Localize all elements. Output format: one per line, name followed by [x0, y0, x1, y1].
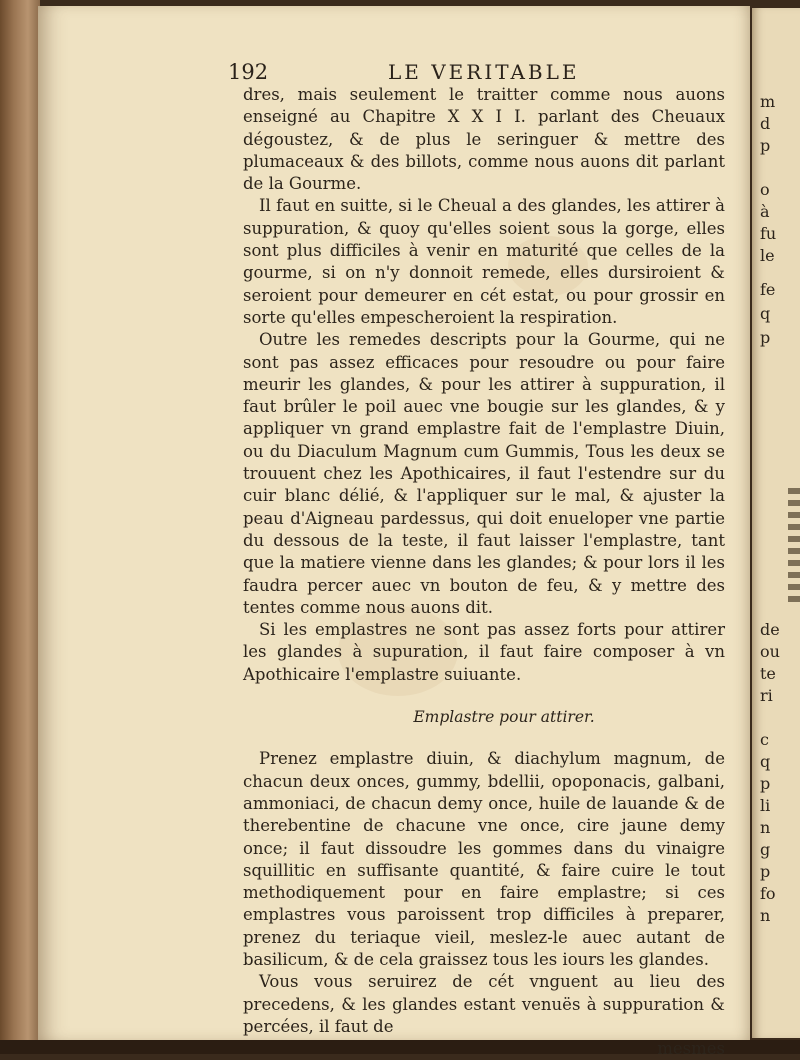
facing-page-fragment: p [760, 136, 771, 155]
page-header [228, 60, 598, 86]
page-number: 192 [228, 60, 269, 84]
facing-page-fragment: te [760, 664, 776, 683]
facing-page-fragment: m [760, 92, 776, 111]
facing-page-fragment: le [760, 246, 775, 265]
paragraph: Il faut en suitte, si le Cheual a des glandes, les attirer à suppuration, & quoy qu'elles soient sous la gorge, elles sont plus difficiles à venir en maturité que celles de la gourme, si on n'y donnoit remede, elles dursiroient & seroient pour demeurer en cét estat, ou pour grossir en sorte qu'elles empescheroient la respiration. [243, 196, 725, 327]
body-text [243, 84, 725, 1060]
facing-page-fragment: p [760, 862, 771, 881]
running-title: LE VERITABLE [388, 60, 580, 84]
paragraph: Outre les remedes descripts pour la Gourme, qui ne sont pas assez efficaces pour resoudre ou pour faire meurir les glandes, & pour les attirer à suppuration, il faut brûler le poil auec vne bougie sur les glandes, & y appliquer vn grand emplastre fait de l'emplastre Diuin, ou du Diaculum Magnum cum Gummis, Tous les deux se trouuent chez les Apothicaires, il faut l'estendre sur du cuir blanc délié, & l'appliquer sur le mal, & ajuster la peau d'Aigneau pardessus, qui doit enueloper vne partie du dessous de la teste, il faut laisser l'emplastre, tant que la matiere vienne dans les glandes; & pour lors il les faudra percer auec vn bouton de feu, & y mettre des tentes comme nous auons dit. [243, 330, 725, 617]
facing-page-fragment: fu [760, 224, 777, 243]
ornament-border [788, 488, 800, 608]
facing-page-fragment: ri [760, 686, 773, 705]
facing-page-edge [752, 8, 800, 1038]
facing-page-fragment: p [760, 774, 771, 793]
facing-page-fragment: p [760, 328, 771, 347]
facing-page-fragment: n [760, 818, 771, 837]
facing-page-fragment: d [760, 114, 771, 133]
facing-page-fragment: ou [760, 642, 780, 661]
facing-page-fragment: o [760, 180, 770, 199]
facing-page-fragment: de [760, 620, 780, 639]
catchword: mesmes [657, 1039, 725, 1059]
facing-page-fragment: à [760, 202, 770, 221]
facing-page-fragment: fo [760, 884, 776, 903]
paragraph: Si les emplastres ne sont pas assez forts pour attirer les glandes à supuration, il faut faire composer à vn Apothicaire l'emplastre suiuante. [243, 620, 725, 684]
facing-page-fragment: li [760, 796, 771, 815]
facing-page-fragment: g [760, 840, 771, 859]
paragraph: Vous vous seruirez de cét vnguent au lieu des precedens, & les glandes estant venuës à suppuration & percées, il faut de [243, 972, 725, 1036]
facing-page-fragment: fe [760, 280, 776, 299]
paragraph: dres, mais seulement le traitter comme nous auons enseigné au Chapitre X X I I. parlant des Cheuaux dégoustez, & de plus le seringuer & mettre des plumaceaux & des billots, comme nous auons dit parlant de la Gourme. [243, 85, 725, 194]
book-spine [0, 0, 40, 1054]
facing-page-fragment: q [760, 304, 771, 323]
facing-page-fragment: n [760, 906, 771, 925]
facing-page-fragment: c [760, 730, 769, 749]
paragraph: Prenez emplastre diuin, & diachylum magnum, de chacun deux onces, gummy, bdellii, opoponacis, galbani, ammoniaci, de chacun demy once, huile de lauande & de therebentine de chacune vne once, cire jaune demy once; il faut dissoudre les gommes dans du vinaigre squillitic en suffisante quantité, & faire cuire le tout methodiquement pour en faire emplastre; si ces emplastres vous paroissent trop difficiles à preparer, prenez du teriaque vieil, meslez-le auec autant de basilicum, & de cela graissez tous les iours les glandes. [243, 749, 725, 969]
section-heading: Emplastre pour attirer. [413, 708, 595, 727]
facing-page-fragment: q [760, 752, 771, 771]
